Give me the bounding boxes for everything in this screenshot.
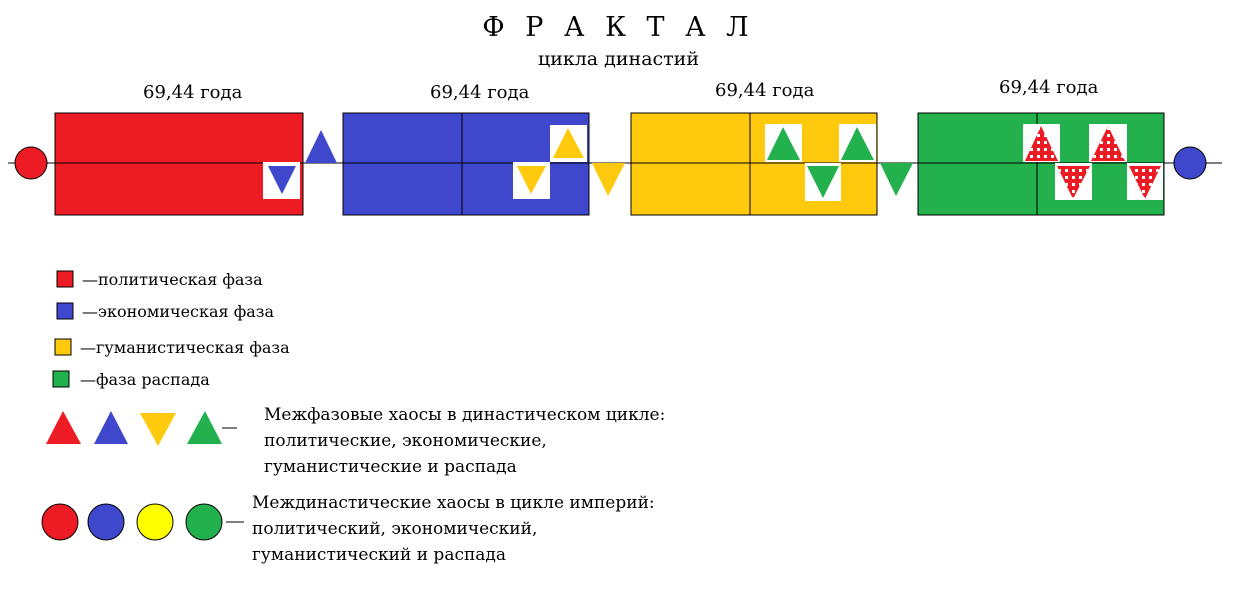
- interphase-chaos-line-3: гуманистические и распада: [264, 457, 517, 477]
- interphase-chaos-line-2: политические, экономические,: [264, 431, 547, 451]
- chaos-circle-political: [15, 147, 47, 179]
- legend-swatch-humanistic: [55, 339, 71, 355]
- legend-triangle-economic: [94, 411, 128, 444]
- interdynastic-chaos-note: [252, 490, 655, 568]
- legend-triangle-humanistic: [140, 413, 176, 446]
- interdynastic-chaos-line-2: политический, экономический,: [252, 519, 538, 539]
- diagram-title: Ф Р А К Т А Л: [482, 12, 755, 43]
- interphase-chaos-line-1: Межфазовые хаосы в династическом цикле:: [264, 405, 666, 425]
- legend-circle-economic: [88, 504, 124, 540]
- legend-label-decay: —фаза распада: [80, 370, 210, 389]
- diagram-subtitle: цикла династий: [537, 48, 700, 70]
- legend-circle-humanistic: [137, 504, 173, 540]
- chaos-circle-economic: [1174, 147, 1206, 179]
- dynasty-1-years-label: 69,44 года: [143, 82, 243, 103]
- dynasty-4-years-label: 69,44 года: [999, 77, 1099, 98]
- legend-label-political: —политическая фаза: [82, 270, 263, 289]
- interphase-chaos-note: [264, 402, 665, 480]
- legend-label-economic: —экономическая фаза: [82, 302, 275, 321]
- chaos-triangle-economic: [305, 130, 337, 163]
- legend-triangle-political: [46, 411, 81, 444]
- dynasty-3-years-label: 69,44 года: [715, 80, 815, 101]
- legend-circle-decay: [186, 504, 222, 540]
- legend-swatch-economic: [57, 303, 73, 319]
- legend-swatch-political: [57, 271, 73, 287]
- legend-label-humanistic: —гуманистическая фаза: [80, 338, 290, 357]
- chaos-triangle-humanistic: [592, 163, 625, 196]
- interdynastic-chaos-line-1: Междинастические хаосы в цикле империй:: [252, 493, 655, 513]
- dynasty-2-years-label: 69,44 года: [430, 82, 530, 103]
- legend-swatch-decay: [53, 371, 69, 387]
- chaos-triangle-decay: [880, 163, 913, 196]
- legend-triangle-decay: [187, 411, 222, 444]
- interdynastic-chaos-line-3: гуманистический и распада: [252, 545, 507, 565]
- legend-circle-political: [42, 504, 78, 540]
